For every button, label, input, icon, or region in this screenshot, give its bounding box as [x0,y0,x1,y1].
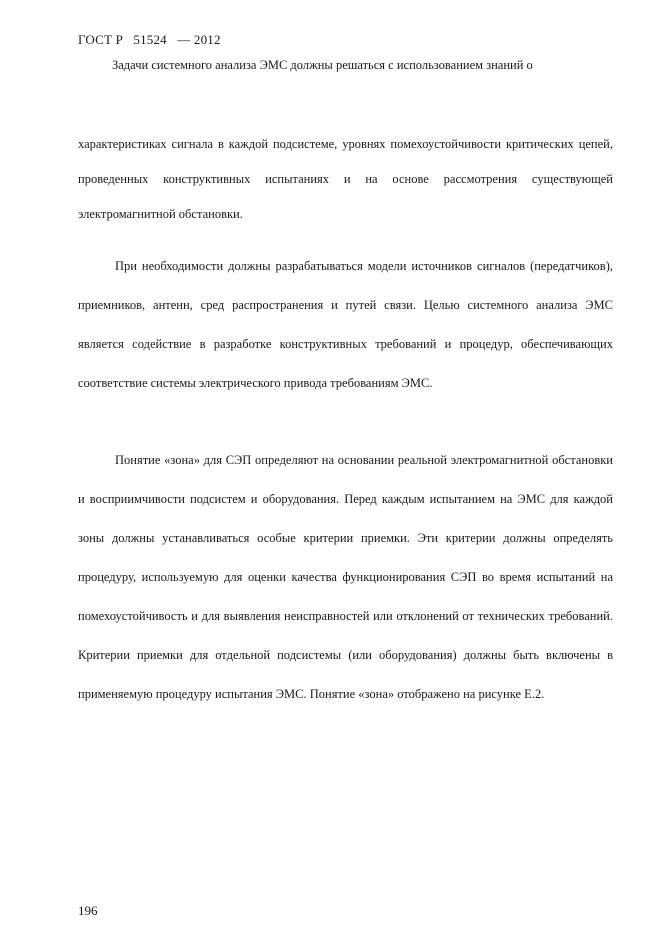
intro-line: Задачи системного анализа ЭМС должны решаться с использованием знаний о [112,58,533,72]
paragraph-2: При необходимости должны разрабатываться модели источников сигналов (передатчиков), приемников, антенн, сред распространения и путей связи. Целью системного анализа ЭМС является содействие в разработке конструктивных требований и процедур, обеспечивающих соответствие системы электрического привода требованиям ЭМС. [78,259,613,390]
paragraph-3: Понятие «зона» для СЭП определяют на основании реальной электромагнитной обстановки и восприимчивости подсистем и оборудования. Перед каждым испытанием на ЭМС для каждой зоны должны устанавливаться особые критерии приемки. Эти критерии должны определять процедуру, используемую для оценки качества функционирования СЭП во время испытаний на помехоустойчивость и для выявления неисправностей или отклонений от технических требований. Критерии приемки для отдельной подсистемы (или оборудования) должны быть включены в применяемую процедуру испытания ЭМС. Понятие «зона» отображено на рисунке Е.2. [78,453,613,701]
document-header: ГОСТ Р 51524 — 2012 [78,32,221,47]
page-number: 196 [78,903,98,918]
paragraph-1: характеристиках сигнала в каждой подсистеме, уровнях помехоустойчивости критических цепей, проведенных конструктивных испытаниях и на основе рассмотрения существующей электромагнитной обстановки. [78,137,613,221]
